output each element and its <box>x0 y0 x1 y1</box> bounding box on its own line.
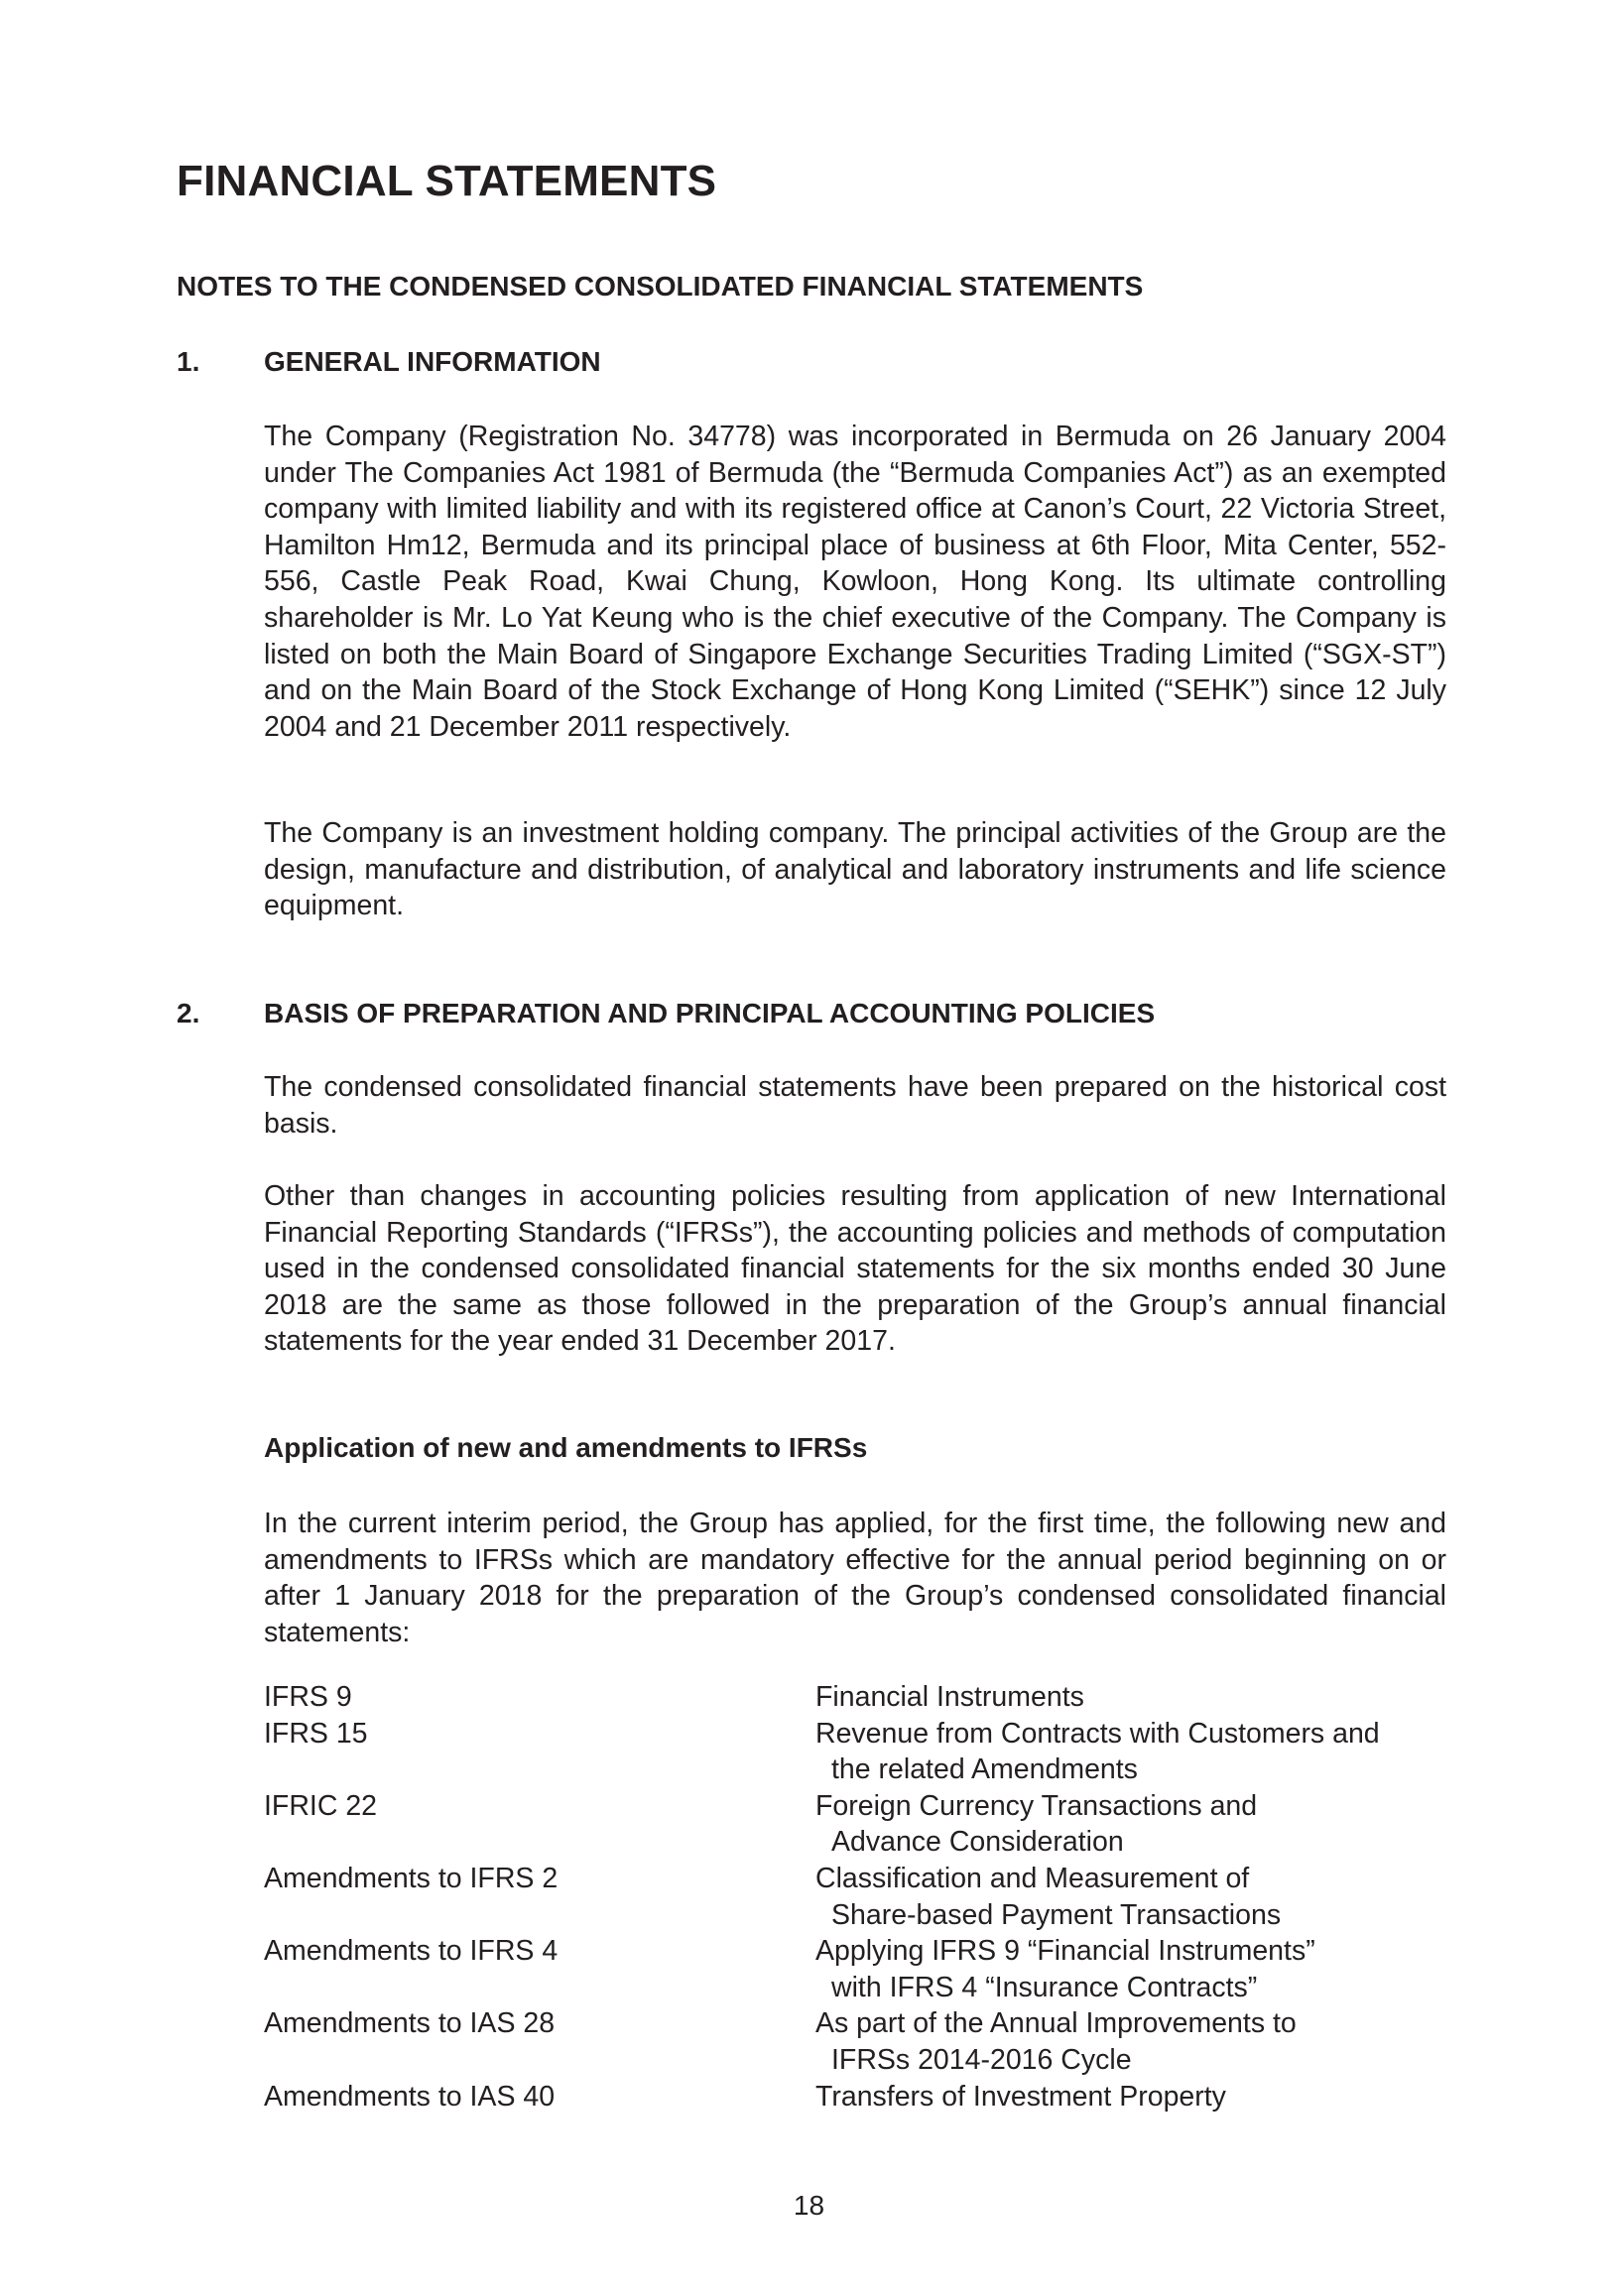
standard-description-continuation: Advance Consideration <box>831 1826 1124 1859</box>
section-2-number: 2. <box>177 998 200 1028</box>
section-2-title: BASIS OF PREPARATION AND PRINCIPAL ACCOUNTING POLICIES <box>264 998 1156 1028</box>
table-row <box>264 1679 1454 1716</box>
section-2-paragraph-1: The condensed consolidated financial statements have been prepared on the historical cost basis. <box>264 1071 1446 1140</box>
section-1-title: GENERAL INFORMATION <box>264 346 601 377</box>
standard-description-line: Financial Instruments <box>815 1681 1084 1713</box>
standard-description <box>815 1933 1454 2005</box>
standards-table <box>264 1679 1454 2115</box>
standard-description-line: As part of the Annual Improvements to <box>815 2007 1297 2040</box>
standard-description-line: Applying IFRS 9 “Financial Instruments” <box>815 1935 1315 1968</box>
standard-description <box>815 2005 1454 2078</box>
table-row <box>264 2005 1454 2078</box>
section-1-paragraph-1: The Company (Registration No. 34778) was incorporated in Bermuda on 26 January 2004 under The Companies Act 1981 of Bermuda (the “Bermuda Companies Act”) as an exempted company with limited liability and with its registered office at Canon’s Court, 22 Victoria Street, Hamilton Hm12, Bermuda and its principal place of business at 6th Floor, Mita Center, 552-556, Castle Peak Road, Kwai Chung, Kowloon, Hong Kong. Its ultimate controlling shareholder is Mr. Lo Yat Keung who is the chief executive of the Company. The Company is listed on both the Main Board of Singapore Exchange Securities Trading Limited (“SGX-ST”) and on the Main Board of the Stock Exchange of Hong Kong Limited (“SEHK”) since 12 July 2004 and 21 December 2011 respectively. <box>264 421 1446 743</box>
standard-code: IFRIC 22 <box>264 1789 378 1822</box>
page-title: FINANCIAL STATEMENTS <box>177 157 717 205</box>
standard-code: Amendments to IFRS 4 <box>264 1935 559 1968</box>
standard-code: Amendments to IFRS 2 <box>264 1862 559 1894</box>
standard-description-line: Transfers of Investment Property <box>815 2080 1226 2113</box>
standard-description-line: Classification and Measurement of <box>815 1862 1250 1894</box>
standard-description-line: Revenue from Contracts with Customers and <box>815 1717 1380 1750</box>
standard-description-continuation: with IFRS 4 “Insurance Contracts” <box>831 1971 1258 2003</box>
standard-description <box>815 1716 1454 1788</box>
table-row <box>264 2079 1454 2115</box>
page-number: 18 <box>793 2190 825 2221</box>
table-row <box>264 1716 1454 1788</box>
ifrs-application-paragraph: In the current interim period, the Group has applied, for the first time, the following new and amendments to IFRSs which are mandatory effective for the annual period beginning on or after 1 January 2018 for the preparation of the Group’s condensed consolidated financial statements: <box>264 1508 1446 1648</box>
standard-description <box>815 2079 1454 2115</box>
table-row <box>264 1788 1454 1861</box>
standard-description-continuation: the related Amendments <box>831 1753 1138 1786</box>
standard-description-continuation: Share-based Payment Transactions <box>831 1898 1282 1931</box>
standard-description-continuation: IFRSs 2014-2016 Cycle <box>831 2043 1132 2076</box>
standard-code: Amendments to IAS 40 <box>264 2080 556 2113</box>
section-1-heading <box>177 345 601 379</box>
section-1-number: 1. <box>177 346 200 377</box>
standard-description-line: Foreign Currency Transactions and <box>815 1789 1258 1822</box>
table-row <box>264 1933 1454 2005</box>
standard-description <box>815 1679 1454 1716</box>
standard-code: IFRS 15 <box>264 1717 368 1750</box>
section-2-paragraph-2: Other than changes in accounting policies resulting from application of new International Financial Reporting Standards (“IFRSs”), the accounting policies and methods of computation used in the condensed consolidated financial statements for the six months ended 30 June 2018 are the same as those followed in the preparation of the Group’s annual financial statements for the year ended 31 December 2017. <box>264 1180 1446 1358</box>
standard-description <box>815 1861 1454 1933</box>
notes-subtitle: NOTES TO THE CONDENSED CONSOLIDATED FINANCIAL STATEMENTS <box>177 271 1144 302</box>
section-1-paragraph-2: The Company is an investment holding company. The principal activities of the Group are the design, manufacture and distribution, of analytical and laboratory instruments and life science equipment. <box>264 817 1446 922</box>
ifrs-application-subheading: Application of new and amendments to IFRSs <box>264 1432 868 1463</box>
section-2-heading <box>177 997 1155 1030</box>
table-row <box>264 1861 1454 1933</box>
standard-description <box>815 1788 1454 1861</box>
standard-code: Amendments to IAS 28 <box>264 2007 556 2040</box>
standard-code: IFRS 9 <box>264 1681 352 1713</box>
